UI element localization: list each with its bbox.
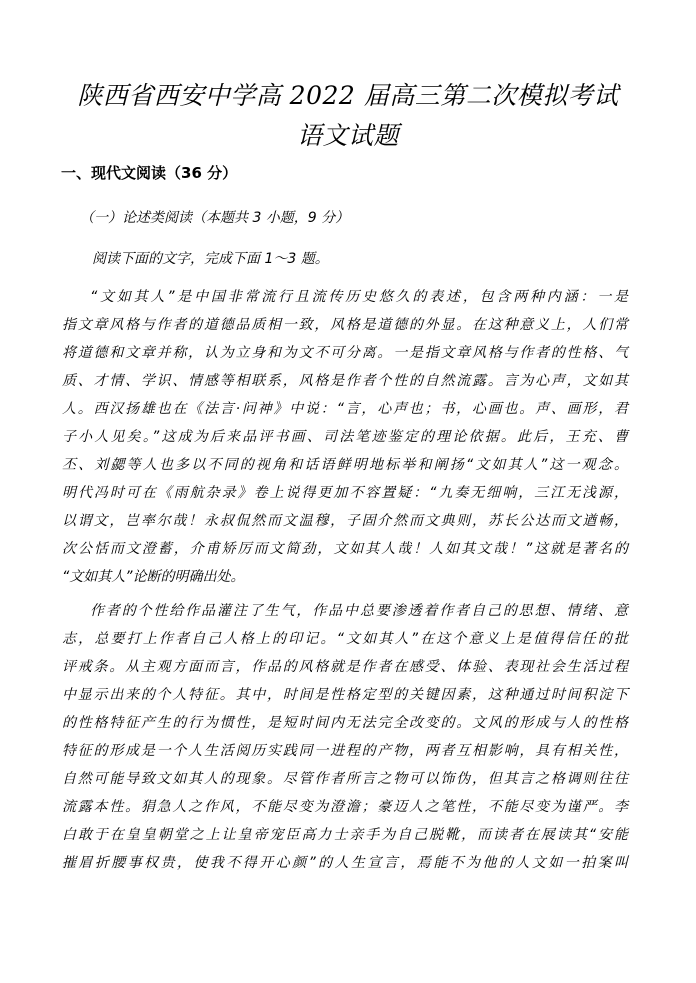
paragraph-line: “文如其人”论断的明确出处。 <box>62 569 245 585</box>
paragraph-line: 次公恬而文澄蓄，介甫矫厉而文简劲，文如其人哉！人如其文哉！”这就是著名的 <box>62 541 628 557</box>
subsection-heading: （一）论述类阅读（本题共 3 小题，9 分） <box>80 210 350 226</box>
paragraph-line: 作者的个性给作品灌注了生气，作品中总要渗透着作者自己的思想、情绪、意 <box>90 603 628 619</box>
paragraph-line: 质、才情、学识、情感等相联系，风格是作者个性的自然流露。言为心声，文如其 <box>62 373 628 389</box>
paragraph-line: 子小人见矣。”这成为后来品评书画、司法笔迹鉴定的理论依据。此后，王充、曹 <box>62 429 628 445</box>
paragraph-line: 志，总要打上作者自己人格上的印记。“文如其人”在这个意义上是值得信任的批 <box>62 631 628 647</box>
paragraph-line: 中显示出来的个人特征。其中，时间是性格定型的关键因素，这种通过时间积淀下 <box>62 687 628 703</box>
paragraph-line: 将道德和文章并称，认为立身和为文不可分离。一是指文章风格与作者的性格、气 <box>62 345 628 361</box>
paragraph-line: 白敢于在皇皇朝堂之上让皇帝宠臣高力士亲手为自己脱靴，而读者在展读其“安能 <box>62 827 628 843</box>
paragraph-line: 丕、刘勰等人也多以不同的视角和话语鲜明地标举和阐扬“文如其人”这一观念。 <box>62 457 628 473</box>
paragraph-line: 特征的形成是一个人生活阅历实践同一进程的产物，两者互相影响，具有相关性， <box>62 743 628 759</box>
paragraph-line: 自然可能导致文如其人的现象。尽管作者所言之物可以饰伪，但其言之格调则往往 <box>62 771 628 787</box>
paragraph-line: 流露本性。狷急人之作风，不能尽变为澄澹；豪迈人之笔性，不能尽变为谨严。李 <box>62 799 628 815</box>
exam-title: 陕西省西安中学高 2022 届高三第二次模拟考试 <box>77 81 619 110</box>
section-heading: 一、现代文阅读（36 分） <box>61 164 238 182</box>
exam-subject-title: 语文试题 <box>296 121 399 150</box>
reading-instruction: 阅读下面的文字，完成下面 1～3 题。 <box>92 251 329 267</box>
paragraph-line: 指文章风格与作者的道德品质相一致，风格是道德的外显。在这种意义上，人们常 <box>62 317 628 333</box>
paragraph-line: 明代冯时可在《雨航杂录》卷上说得更加不容置疑：“九奏无细响，三江无浅源， <box>62 485 628 501</box>
paragraph-line: “文如其人”是中国非常流行且流传历史悠久的表述，包含两种内涵：一是 <box>90 289 628 305</box>
paragraph-line: 摧眉折腰事权贵，使我不得开心颜”的人生宣言，焉能不为他的人文如一拍案叫 <box>62 855 628 871</box>
paragraph-line: 评戒条。从主观方面而言，作品的风格就是作者在感受、体验、表现社会生活过程 <box>62 659 628 675</box>
paragraph-line: 人。西汉扬雄也在《法言·问神》中说：“言，心声也；书，心画也。声、画形，君 <box>62 401 628 417</box>
paragraph-line: 的性格特征产生的行为惯性，是短时间内无法完全改变的。文风的形成与人的性格 <box>62 715 628 731</box>
paragraph-line: 以谓文，岂率尔哉！永叔侃然而文温穆，子固介然而文典则，苏长公达而文遒畅， <box>62 513 628 529</box>
